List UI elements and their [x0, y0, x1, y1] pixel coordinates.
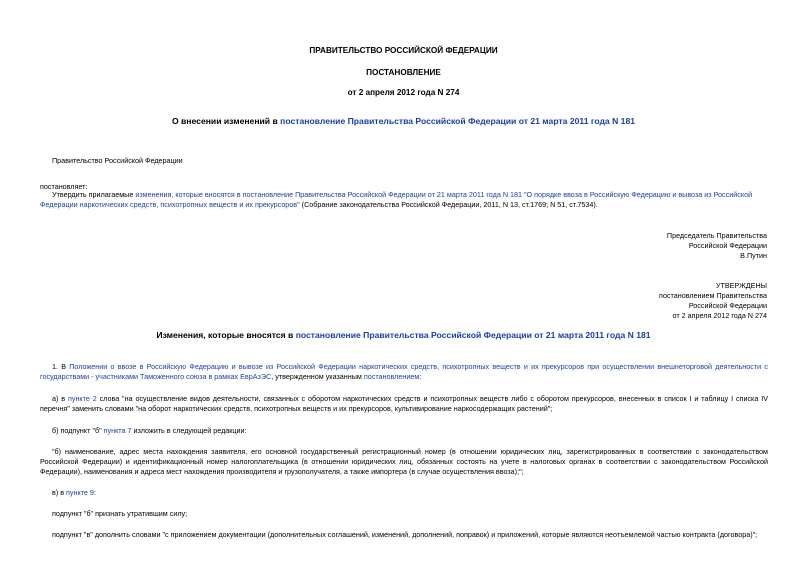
issuer-text: Правительство Российской Федерации — [52, 156, 183, 165]
approval-line3: Российской Федерации — [688, 301, 767, 310]
p2-text-b: слова "на осуществление видов деятельности, связанных с оборотом наркотических средств и психотропных веществ либо с оборотом прекурсоров, внесенных в список I и таблицу I списка IV перечня" заменить словами "на оборот наркотических средств, психотропных веществ и их прекурсоров, культивирование наркосодержащих растений"; — [40, 394, 769, 413]
approval-line2: постановлением Правительства — [659, 291, 767, 300]
p1-text-c: : — [419, 372, 422, 381]
document-title — [0, 116, 807, 126]
title-link-resolution-181[interactable]: постановление Правительства Российской Федерации от 21 марта 2011 года N 181 — [280, 116, 636, 126]
p3-text-a: б) подпункт "б" — [52, 426, 104, 435]
p2-text-a: а) в — [52, 394, 68, 403]
paragraph-5 — [52, 488, 96, 498]
document-type-heading: ПОСТАНОВЛЕНИЕ — [366, 68, 441, 77]
p1-text-a: 1. В — [52, 362, 70, 371]
approve-link-changes[interactable]: изменения, которые вносятся в постановление Правительства Российской Федерации от 21 марта 2011 года N 181 "О порядке ввоза в Российскую Федерацию и вывоза из Российской Федерации наркотических средств, психотропных веществ и их прекурсоров" — [40, 190, 753, 209]
approve-prefix: Утвердить прилагаемые — [52, 190, 136, 199]
changes-title-prefix: Изменения, которые вносятся в — [156, 330, 296, 340]
paragraph-6: подпункт "б" признать утратившим силу; — [52, 509, 188, 518]
document-date-number: от 2 апреля 2012 года N 274 — [347, 88, 460, 97]
p3-text-b: изложить в следующей редакции: — [131, 426, 247, 435]
paragraph-2 — [40, 394, 768, 414]
signature-title-line1: Председатель Правительства — [666, 231, 767, 240]
changes-title — [0, 330, 807, 340]
approval-stamp-block — [467, 281, 767, 321]
p5-text-b: : — [93, 488, 96, 497]
signature-block — [467, 231, 767, 261]
approve-suffix: (Собрание законодательства Российской Федерации, 2011, N 13, ст.1769; N 51, ст.7534). — [299, 200, 598, 209]
p2-link-item-2[interactable]: пункте 2 — [67, 394, 97, 403]
paragraph-7: подпункт "в" дополнить словами "с приложением документации (дополнительных соглашений, изменений, дополнений, поправок) и приложений, которые являются неотъемлемой частью контракта (договора)"; — [52, 530, 758, 539]
p3-link-item-7[interactable]: пункта 7 — [103, 426, 132, 435]
signature-name: В.Путин — [740, 251, 767, 260]
paragraph-4: "б) наименование, адрес места нахождения заявителя, его основной государственный регистрационный номер (в отношении юридических лиц, зарегистрированных в соответствии с законодательством Российской Федерации) и идентификационный номер налогоплательщика (в отношении юридических лиц, обязанных состоять на учете в налоговых органах в соответствии с законодательством Российской Федерации), наименования и адреса мест нахождения производителя и грузополучателя, а также импортера (в случае осуществления ввоза);"; — [40, 447, 768, 476]
government-heading: ПРАВИТЕЛЬСТВО РОССИЙСКОЙ ФЕДЕРАЦИИ — [309, 46, 498, 55]
p5-text-a: в) в — [52, 488, 67, 497]
paragraph-1 — [40, 362, 768, 382]
p1-link-regulation[interactable]: Положении о ввозе в Российскую Федерацию и вывозе из Российской Федерации наркотических средств, психотропных веществ и их прекурсоров при осуществлении внешнеторговой деятельности с государствами - участниками Таможенного союза в рамках ЕврАзЭС — [40, 362, 768, 381]
signature-title-line2: Российской Федерации — [688, 241, 767, 250]
changes-title-link-resolution-181[interactable]: постановление Правительства Российской Федерации от 21 марта 2011 года N 181 — [295, 330, 651, 340]
approve-paragraph — [40, 190, 768, 210]
title-prefix: О внесении изменений в — [171, 116, 281, 126]
p1-text-b: , утвержденном указанным — [271, 372, 364, 381]
paragraph-3 — [52, 426, 247, 436]
approval-line1: УТВЕРЖДЕНЫ — [715, 281, 767, 290]
p5-link-item-9[interactable]: пункте 9 — [66, 488, 94, 497]
p1-link-resolution[interactable]: постановлением — [363, 372, 420, 381]
approval-line4: от 2 апреля 2012 года N 274 — [672, 311, 767, 320]
decides-text: постановляет: — [40, 182, 88, 191]
